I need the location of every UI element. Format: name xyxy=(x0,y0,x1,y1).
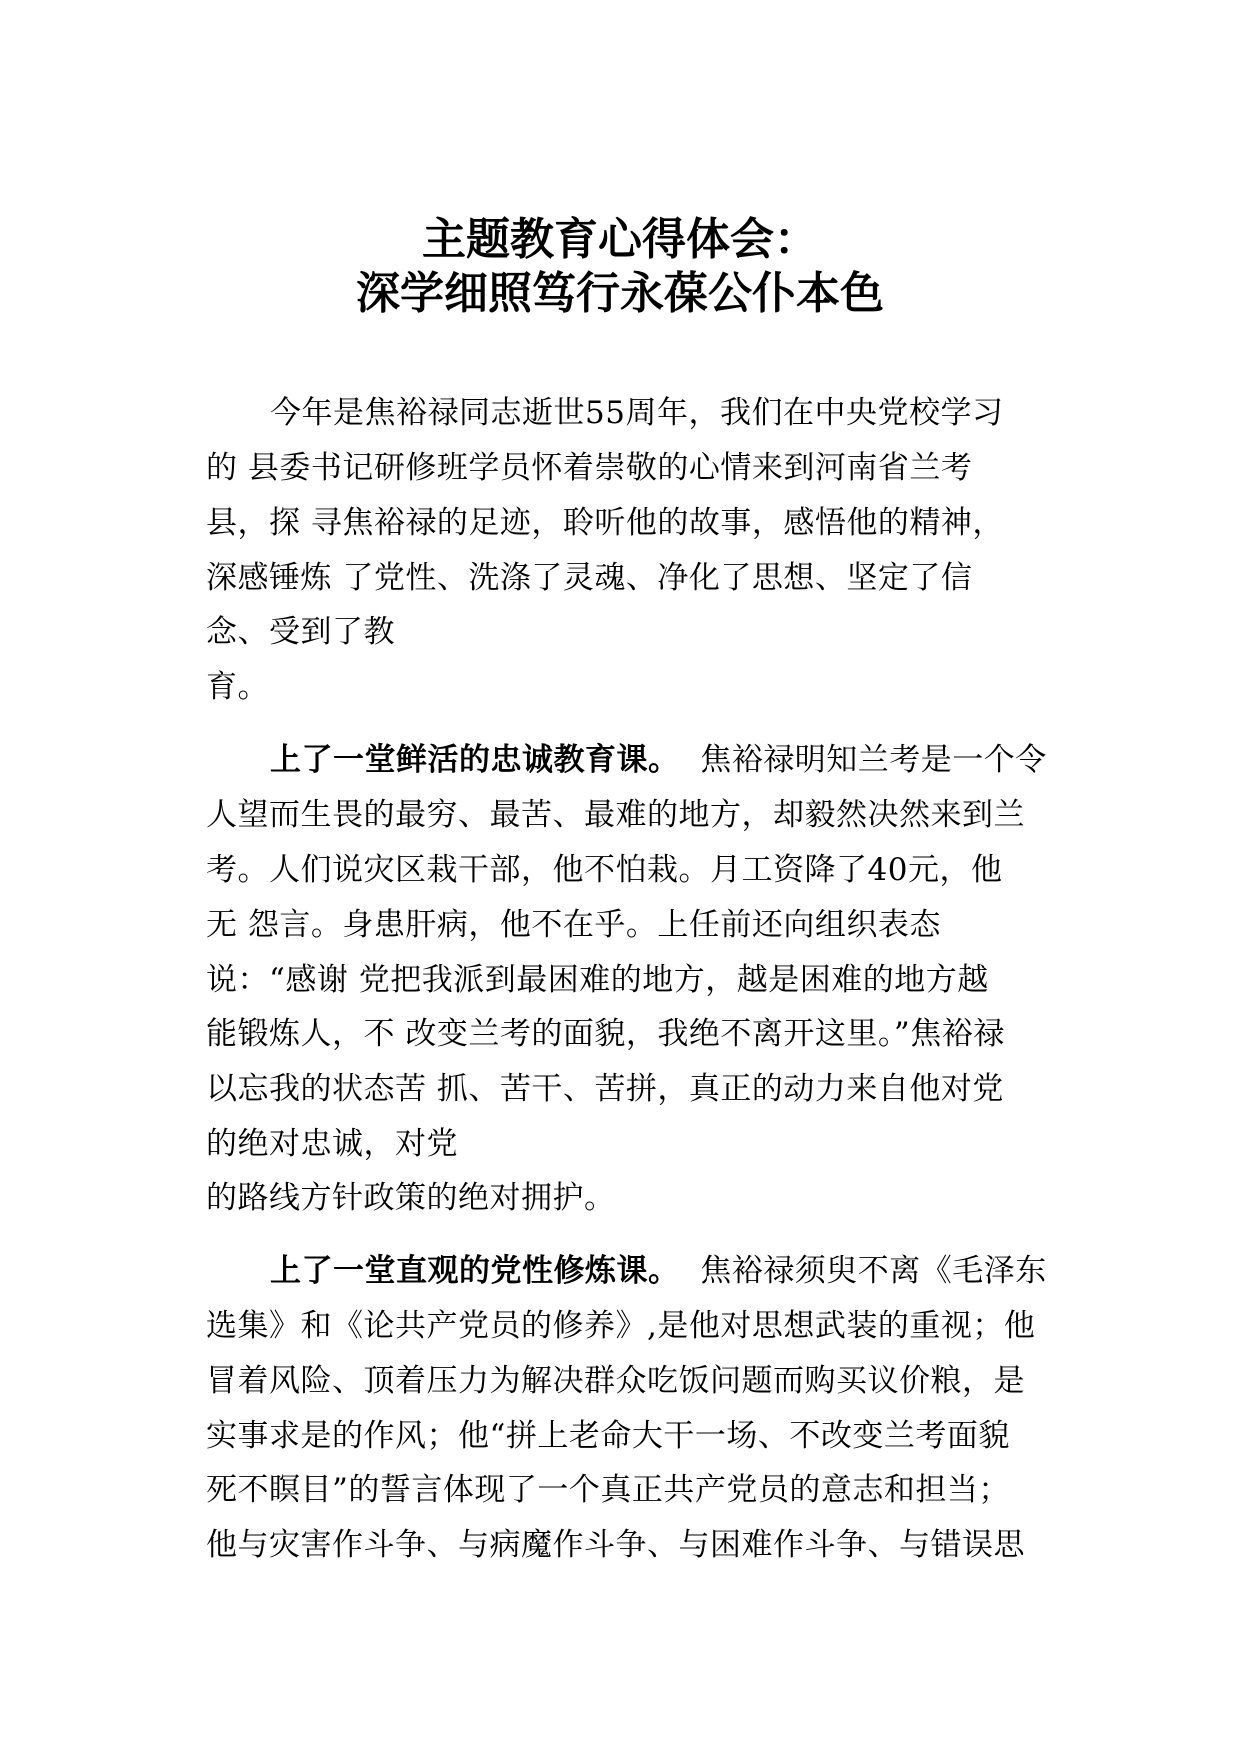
paragraph-3-line-5: 死不瞑目”的誓言体现了一个真正共产党员的意志和担当； xyxy=(206,1472,1010,1508)
paragraph-2-line-1: 焦裕禄明知兰考是一个令 xyxy=(700,742,1047,778)
paragraph-1-line-5: 念、受到了教 xyxy=(206,614,395,650)
paragraph-1-line-3: 县，探 寻焦裕禄的足迹，聆听他的故事，感悟他的精神， xyxy=(206,505,1004,541)
paragraph-2-line-5: 说：“感谢 党把我派到最困难的地方，越是困难的地方越 xyxy=(206,962,989,998)
paragraph-2-line-9: 的路线方针政策的绝对拥护。 xyxy=(206,1180,616,1216)
document-title-line-2: 深学细照笃行永葆公仆本色 xyxy=(356,268,884,319)
document-title-line-1: 主题教育心得体会： xyxy=(422,214,818,265)
paragraph-1-line-1: 今年是焦裕禄同志逝世55周年，我们在中央党校学习 xyxy=(270,395,1004,431)
paragraph-3-line-6: 他与灾害作斗争、与病魔作斗争、与困难作斗争、与错误思 xyxy=(206,1527,1025,1563)
paragraph-2-first-line xyxy=(270,740,1047,780)
paragraph-3-line-3: 冒着风险、顶着压力为解决群众吃饭问题而购买议价粮，是 xyxy=(206,1363,1025,1399)
paragraph-3-heading: 上了一堂直观的党性修炼课。 xyxy=(270,1253,680,1289)
paragraph-1-line-6: 育。 xyxy=(206,669,269,705)
paragraph-1-line-2: 的 县委书记研修班学员怀着崇敬的心情来到河南省兰考 xyxy=(206,450,973,486)
paragraph-3-first-line xyxy=(270,1251,1047,1291)
paragraph-3-line-2: 选集》和《论共产党员的修养》,是他对思想武装的重视；他 xyxy=(206,1308,1036,1344)
paragraph-2-heading: 上了一堂鲜活的忠诚教育课。 xyxy=(270,742,680,778)
paragraph-1-line-4: 深感锤炼 了党性、洗涤了灵魂、净化了思想、坚定了信 xyxy=(206,560,973,596)
paragraph-2-line-8: 的绝对忠诚，对党 xyxy=(206,1126,458,1162)
paragraph-3-line-4: 实事求是的作风；他“拼上老命大干一场、不改变兰考面貌 xyxy=(206,1418,1010,1454)
paragraph-2-line-6: 能锻炼人，不 改变兰考的面貌，我绝不离开这里。”焦裕禄 xyxy=(206,1016,1005,1052)
paragraph-2-line-4: 无 怨言。身患肝病，他不在乎。上任前还向组织表态 xyxy=(206,907,941,943)
paragraph-2-line-7: 以忘我的状态苦 抓、苦干、苦拼，真正的动力来自他对党 xyxy=(206,1071,1004,1107)
paragraph-2-line-2: 人望而生畏的最穷、最苦、最难的地方，却毅然决然来到兰 xyxy=(206,797,1025,833)
paragraph-3-line-1: 焦裕禄须臾不离《毛泽东 xyxy=(700,1253,1047,1289)
paragraph-2-line-3: 考。人们说灾区栽干部，他不怕栽。月工资降了40元，他 xyxy=(206,852,1003,888)
